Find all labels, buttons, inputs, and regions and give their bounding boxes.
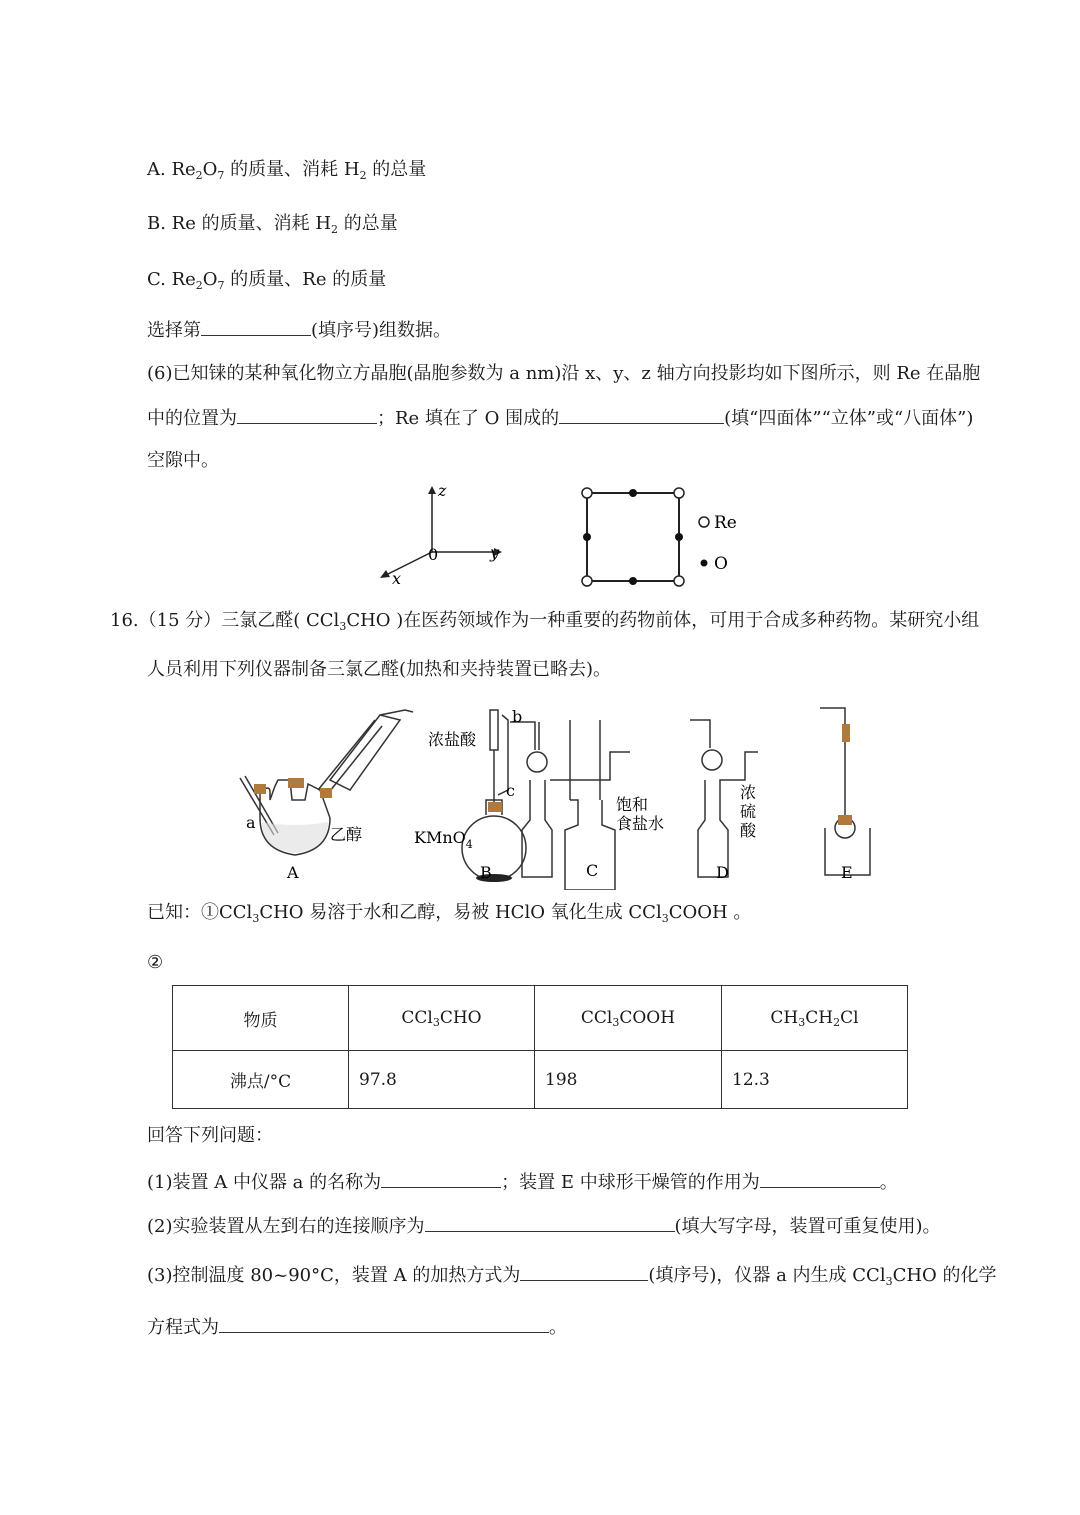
subscript: 3 bbox=[661, 912, 669, 925]
option-a bbox=[147, 158, 426, 182]
header-cell bbox=[349, 986, 535, 1051]
text: A. Re bbox=[147, 159, 196, 180]
text: (填“四面体”“立体”或“八面体”) bbox=[724, 408, 974, 429]
subscript: 3 bbox=[252, 912, 260, 925]
label-acid-1: 浓 bbox=[740, 783, 757, 802]
text: (填大写字母，装置可重复使用)。 bbox=[674, 1216, 941, 1237]
text: 16.（15 分）三氯乙醛( CCl bbox=[110, 610, 340, 631]
answer-blank bbox=[425, 1213, 675, 1232]
label-c: c bbox=[506, 781, 515, 800]
formula-text: CH bbox=[805, 1007, 834, 1028]
text: (1)装置 A 中仪器 a 的名称为 bbox=[147, 1172, 382, 1193]
text: O bbox=[202, 269, 218, 290]
subscript: 7 bbox=[217, 169, 225, 182]
text: 回答下列问题： bbox=[147, 1125, 273, 1146]
formula-text: CCl bbox=[580, 1007, 613, 1028]
text: 的质量、Re 的质量 bbox=[224, 269, 387, 290]
text: 人员利用下列仪器制备三氯乙醛(加热和夹持装置已略去)。 bbox=[147, 659, 612, 680]
text: (2)实验装置从左到右的连接顺序为 bbox=[147, 1216, 425, 1237]
text: ；装置 E 中球形干燥管的作用为 bbox=[501, 1172, 760, 1193]
option-c bbox=[147, 268, 386, 292]
header-cell bbox=[722, 986, 908, 1051]
label-b: b bbox=[512, 707, 523, 726]
text: CHO 的化学 bbox=[892, 1265, 997, 1286]
formula-text: CCl bbox=[401, 1007, 433, 1028]
q2 bbox=[147, 1213, 941, 1239]
q6-line2 bbox=[147, 405, 973, 431]
answer-blank bbox=[559, 405, 724, 424]
q16-line2 bbox=[147, 658, 611, 682]
answer-blank bbox=[201, 317, 311, 336]
legend-o: O bbox=[714, 554, 728, 574]
option-b bbox=[147, 212, 398, 236]
text: (6)已知铼的某种氧化物立方晶胞(晶胞参数为 a nm)沿 x、y、z 轴方向投影均如下图所示，则 Re 在晶胞 bbox=[147, 363, 981, 384]
subscript: 3 bbox=[885, 1275, 893, 1288]
label-kmno4 bbox=[414, 828, 473, 851]
label-acid-3: 酸 bbox=[740, 821, 757, 840]
formula-text: 物质 bbox=[243, 1010, 278, 1031]
known-1 bbox=[147, 901, 751, 925]
q1 bbox=[147, 1169, 898, 1195]
text: B. Re 的质量、消耗 H bbox=[147, 213, 332, 234]
subscript: 2 bbox=[195, 169, 203, 182]
text: 方程式为 bbox=[147, 1317, 219, 1338]
origin-label: 0 bbox=[428, 545, 439, 564]
q6-line1 bbox=[147, 362, 980, 386]
text: 。 bbox=[879, 1172, 898, 1193]
q3-line2 bbox=[147, 1314, 567, 1340]
apparatus-D: D bbox=[716, 863, 729, 882]
z-axis-label: z bbox=[438, 481, 447, 500]
text: 空隙中。 bbox=[147, 450, 219, 471]
label-brine-1: 饱和 bbox=[616, 795, 649, 814]
choose-group bbox=[147, 317, 451, 343]
text: 。 bbox=[549, 1317, 567, 1338]
formula-text: Cl bbox=[840, 1007, 859, 1028]
subscript: 3 bbox=[612, 1015, 620, 1029]
label-hcl: 浓盐酸 bbox=[428, 730, 477, 749]
label-a-instrument: a bbox=[246, 813, 256, 832]
apparatus-diagram bbox=[230, 700, 890, 890]
text: (填序号)组数据。 bbox=[311, 320, 452, 341]
subscript: 3 bbox=[339, 620, 347, 633]
text: 的质量、消耗 H bbox=[224, 159, 360, 180]
subscript: 3 bbox=[432, 1015, 440, 1029]
q16-line1 bbox=[110, 609, 979, 633]
label-acid-2: 硫 bbox=[740, 802, 757, 821]
label-brine-2: 食盐水 bbox=[616, 814, 665, 833]
cell-projection bbox=[578, 484, 758, 590]
value-cell: 198 bbox=[535, 1051, 722, 1109]
header-cell bbox=[173, 986, 349, 1051]
answer-intro bbox=[147, 1124, 273, 1148]
axes-diagram bbox=[370, 480, 520, 590]
apparatus-C: C bbox=[586, 861, 599, 880]
y-axis-label: y bbox=[490, 543, 500, 562]
known-2 bbox=[147, 951, 163, 975]
x-axis-label: x bbox=[392, 569, 402, 588]
text: 的总量 bbox=[366, 159, 427, 180]
value-cell: 12.3 bbox=[722, 1051, 908, 1109]
formula-text: CHO bbox=[439, 1007, 482, 1028]
apparatus-B: B bbox=[480, 863, 492, 882]
text: CHO )在医药领域作为一种重要的药物前体，可用于合成多种药物。某研究小组 bbox=[346, 610, 980, 631]
value-cell: 97.8 bbox=[349, 1051, 535, 1109]
text: (3)控制温度 80~90°C，装置 A 的加热方式为 bbox=[147, 1265, 521, 1286]
subscript: 2 bbox=[833, 1015, 841, 1029]
subscript: 2 bbox=[331, 223, 339, 236]
table-header-row bbox=[173, 986, 908, 1051]
subscript: 3 bbox=[798, 1015, 806, 1029]
kmno4-sub: 4 bbox=[465, 838, 473, 851]
text: ；Re 填在了 O 围成的 bbox=[377, 408, 560, 429]
label-ethanol: 乙醇 bbox=[330, 825, 363, 844]
boiling-point-table bbox=[172, 985, 908, 1109]
answer-blank bbox=[520, 1262, 648, 1281]
answer-blank bbox=[381, 1169, 501, 1188]
formula-text: CH bbox=[770, 1007, 799, 1028]
text: (填序号)，仪器 a 内生成 CCl bbox=[648, 1265, 886, 1286]
answer-blank bbox=[219, 1314, 549, 1333]
text: O bbox=[202, 159, 218, 180]
text: 的总量 bbox=[338, 213, 398, 234]
formula-text: COOH bbox=[619, 1007, 676, 1028]
row-label: 沸点/°C bbox=[173, 1051, 349, 1109]
legend-re: Re bbox=[714, 513, 737, 533]
subscript: 2 bbox=[195, 279, 203, 292]
text: 中的位置为 bbox=[147, 408, 237, 429]
subscript: 7 bbox=[217, 279, 225, 292]
table-row bbox=[173, 1051, 908, 1109]
text: COOH 。 bbox=[668, 902, 752, 923]
q3-line1 bbox=[147, 1262, 997, 1288]
header-cell bbox=[535, 986, 722, 1051]
kmno4-text: KMnO bbox=[414, 828, 466, 847]
text: 选择第 bbox=[147, 320, 201, 341]
text: C. Re bbox=[147, 269, 196, 290]
answer-blank bbox=[237, 405, 377, 424]
apparatus-E: E bbox=[841, 863, 853, 882]
answer-blank bbox=[760, 1169, 880, 1188]
q6-line3 bbox=[147, 449, 219, 473]
text: 已知：①CCl bbox=[147, 902, 253, 923]
subscript: 2 bbox=[359, 169, 367, 182]
text: CHO 易溶于水和乙醇，易被 HClO 氧化生成 CCl bbox=[259, 902, 662, 923]
text: ② bbox=[147, 952, 164, 973]
apparatus-A: A bbox=[287, 863, 299, 882]
